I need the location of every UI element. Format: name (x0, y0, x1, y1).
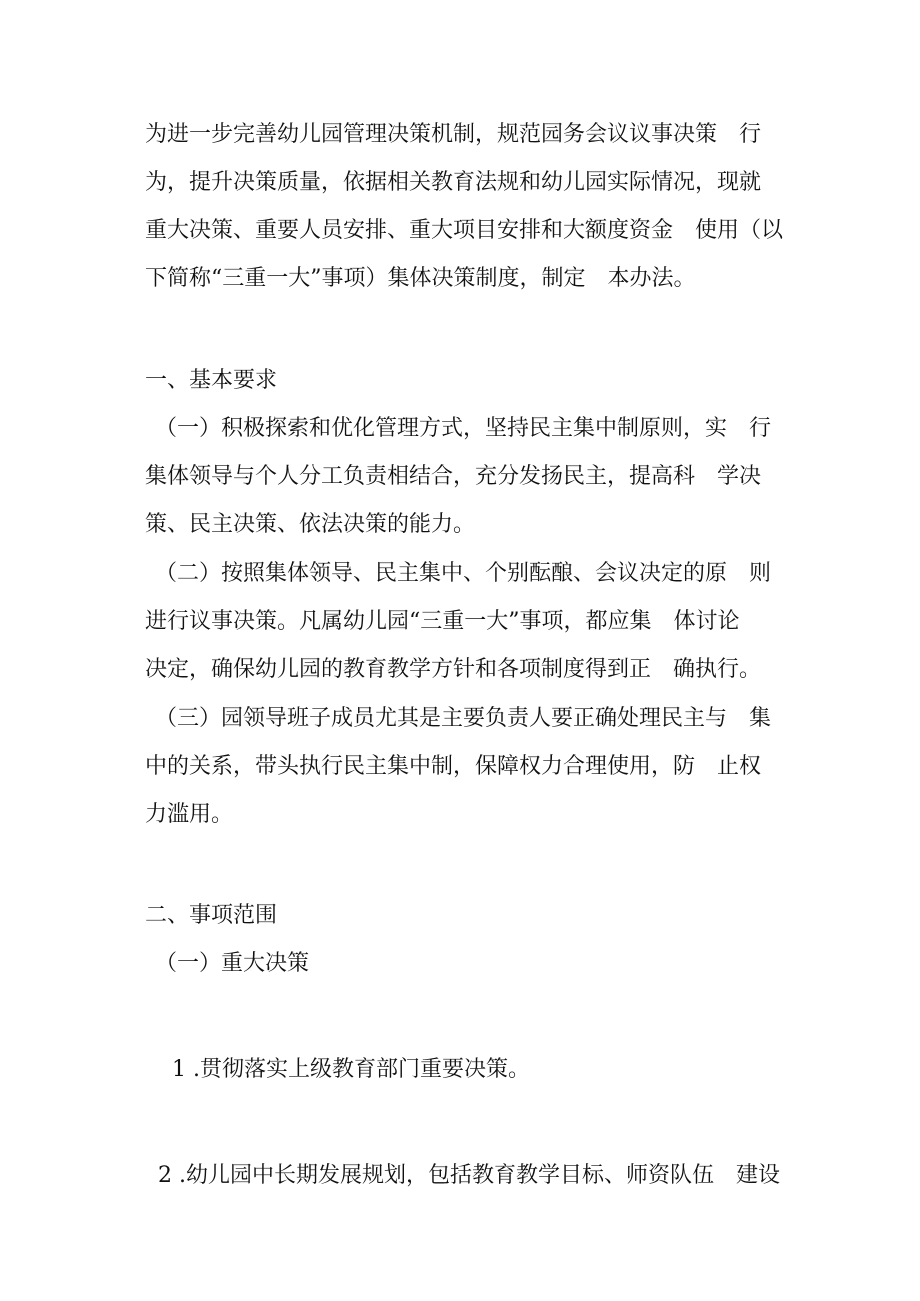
section1-item2-line-2: 进行议事决策。凡属幼儿园“三重一大”事项，都应集 体讨论 (145, 609, 740, 634)
section1-item2-line-3: 决定，确保幼儿园的教育教学方针和各项制度得到正 确执行。 (145, 657, 762, 682)
section1-item3-line-2: 中的关系，带头执行民主集中制，保障权力合理使用，防 止权 (145, 754, 762, 779)
section2-heading: 二、事项范围 (145, 903, 278, 928)
section1-item3-line-3: 力滥用。 (145, 802, 234, 827)
intro-line-1: 为进一步完善幼儿园管理决策机制，规范园务会议议事决策 行 (145, 122, 762, 147)
section2-point-1: 1 .贯彻落实上级教育部门重要决策。 (172, 1057, 530, 1082)
section2-subheading: （一）重大决策 (155, 951, 310, 976)
section2-point-2: 2 .幼儿园中长期发展规划，包括教育教学目标、师资队伍 建设 (158, 1163, 780, 1188)
intro-line-3: 重大决策、重要人员安排、重大项目安排和大额度资金 使用（以 (145, 218, 784, 243)
section1-item3-line-1: （三）园领导班子成员尤其是主要负责人要正确处理民主与 集 (155, 706, 772, 731)
section1-heading: 一、基本要求 (145, 368, 278, 393)
section1-item1-line-3: 策、民主决策、依法决策的能力。 (145, 512, 476, 537)
intro-line-4: 下简称“三重一大”事项）集体决策制度，制定 本办法。 (145, 266, 696, 291)
section1-item1-line-2: 集体领导与个人分工负责相结合，充分发扬民主，提高科 学决 (145, 464, 762, 489)
section1-item1-line-1: （一）积极探索和优化管理方式，坚持民主集中制原则，实 行 (155, 416, 772, 441)
section1-item2-line-1: （二）按照集体领导、民主集中、个别酝酿、会议决定的原 则 (155, 561, 772, 586)
intro-line-2: 为，提升决策质量，依据相关教育法规和幼儿园实际情况，现就 (145, 170, 762, 195)
